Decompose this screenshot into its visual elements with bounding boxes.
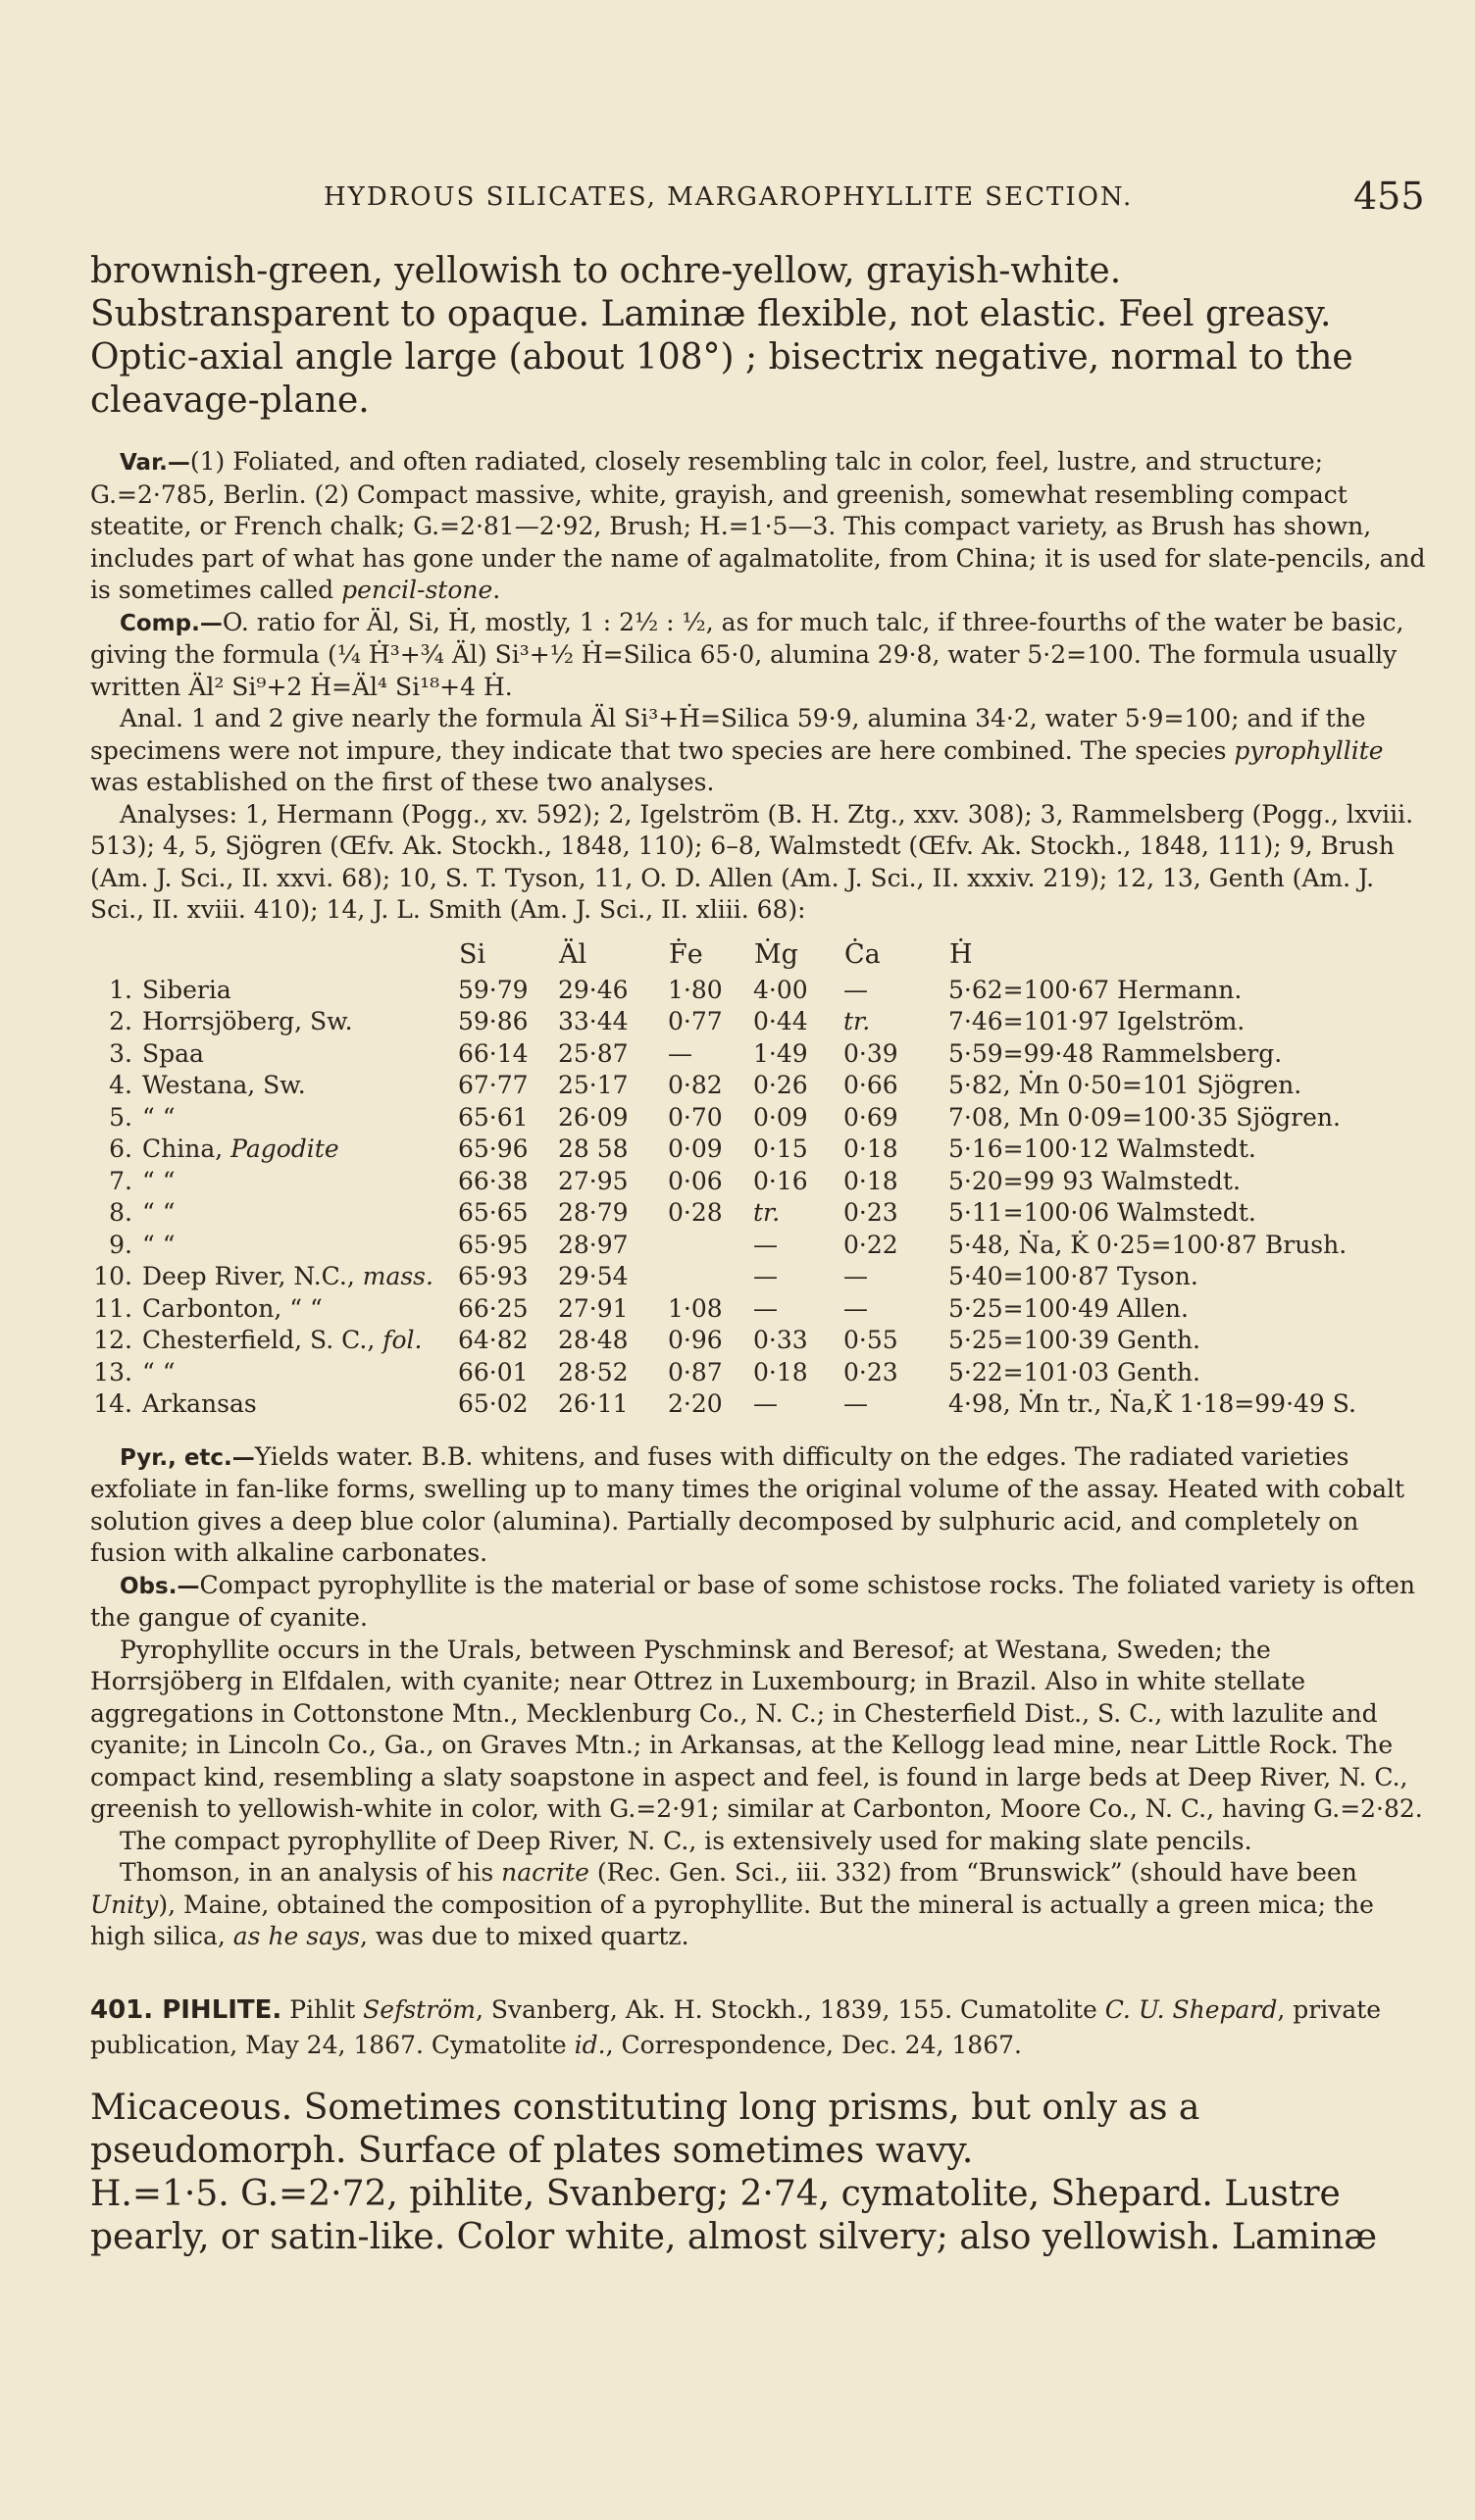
- cell-fe: [668, 1103, 753, 1135]
- running-header: [0, 175, 1475, 224]
- cell-si-text: 65·02: [458, 1389, 529, 1418]
- page-body: [90, 250, 1426, 2259]
- cell-ca: [843, 1358, 948, 1390]
- cell-ca-text: 0·39: [843, 1038, 898, 1068]
- cell-h: [948, 1167, 1356, 1199]
- row-locality-italic: Pagodite: [230, 1134, 339, 1163]
- cell-ca: [843, 1294, 948, 1327]
- row-number: [90, 1326, 142, 1358]
- cell-al-text: 28·48: [558, 1326, 629, 1354]
- cell-mg: [753, 1231, 843, 1263]
- cell-h-text: 5·82, Ṁn 0·50=101 Sjögren.: [948, 1071, 1302, 1099]
- cell-fe-text: 2·20: [668, 1389, 723, 1418]
- cell-al-text: 28·52: [558, 1357, 629, 1386]
- row-number: [90, 1167, 142, 1199]
- cell-h: [948, 1358, 1356, 1390]
- cell-mg-text: 0·33: [753, 1326, 808, 1354]
- row-locality: [142, 1007, 458, 1039]
- running-title: HYDROUS SILICATES, MARGAROPHYLLITE SECTION.: [324, 182, 1134, 212]
- cell-ca: [843, 1103, 948, 1135]
- cell-mg-text: 0·09: [753, 1102, 808, 1132]
- species-text-a: Pihlit: [281, 1994, 364, 2024]
- table-row: [90, 1358, 1356, 1390]
- row-locality: [142, 1231, 458, 1263]
- cell-h: [948, 1262, 1356, 1294]
- cell-fe: [668, 1134, 753, 1167]
- anal-paragraph: [90, 703, 1426, 799]
- cell-fe: [668, 1262, 753, 1294]
- row-locality-text: Carbonton, “ “: [142, 1293, 323, 1323]
- cell-fe: [668, 1198, 753, 1231]
- cell-al: [558, 1389, 668, 1422]
- cell-mg-text: 0·15: [753, 1134, 808, 1163]
- cell-fe: [668, 1358, 753, 1390]
- cell-fe-text: 0·09: [668, 1134, 723, 1163]
- cell-si: [458, 1198, 558, 1231]
- cell-h: [948, 976, 1356, 1008]
- cell-ca-text: 0·69: [843, 1102, 898, 1132]
- cell-al-text: 26·09: [558, 1102, 629, 1132]
- occurrence-paragraph: Pyrophyllite occurs in the Urals, between Pyschminsk and Beresof; at Westana, Sweden; the Horrsjöberg in Elfdalen, with cyanite; near Ottrez in Luxembourg; in Brazil. Also in white stellate aggregations in Cottonstone Mtn., Mecklenburg Co., N. C.; in Chesterfield Dist., S. C., with lazulite and cyanite; in Lincoln Co., Ga., on Graves Mtn.; in Arkansas, at the Kellogg lead mine, near Little Rock. The compact kind, resembling a slaty soapstone in aspect and feel, is found in large beds at Deep River, N. C., greenish to yellowish-white in color, with G.=2·91; similar at Carbonton, Moore Co., N. C., having G.=2·82.: [90, 1635, 1423, 1823]
- table-body: [90, 976, 1356, 1422]
- cell-al: [558, 1294, 668, 1327]
- col-header: Ḟe: [669, 939, 703, 970]
- table-row: [90, 1039, 1356, 1072]
- row-locality: [142, 1358, 458, 1390]
- row-locality-italic: mass.: [362, 1262, 433, 1290]
- cell-si-text: 64·82: [458, 1326, 529, 1354]
- cell-si-text: 66·14: [458, 1038, 529, 1068]
- cell-si: [458, 1007, 558, 1039]
- cell-si-text: 65·61: [458, 1102, 529, 1132]
- cell-si-text: 65·65: [458, 1198, 529, 1227]
- cell-mg: [753, 1326, 843, 1358]
- cell-fe: [668, 1326, 753, 1358]
- col-header: Ḣ: [949, 939, 973, 970]
- table-row: [90, 1071, 1356, 1103]
- cell-h: [948, 1071, 1356, 1103]
- row-number: [90, 1039, 142, 1072]
- cell-h-text: 5·40=100·87 Tyson.: [948, 1262, 1198, 1290]
- cell-al: [558, 976, 668, 1008]
- obs-paragraph: [90, 1570, 1426, 1635]
- row-locality: [142, 1389, 458, 1422]
- cell-mg-text: 1·49: [753, 1038, 808, 1068]
- pyr-label: Pyr., etc.—: [120, 1444, 255, 1471]
- cell-ca-text: 0·18: [843, 1134, 898, 1163]
- cell-h: [948, 1294, 1356, 1327]
- row-number-text: 1.: [109, 975, 132, 1004]
- row-number: [90, 1198, 142, 1231]
- cell-al-text: 27·95: [558, 1166, 629, 1195]
- cell-ca-text: —: [843, 1293, 868, 1323]
- cell-mg-text: 0·26: [753, 1071, 808, 1099]
- cell-ca-text: 0·66: [843, 1071, 898, 1099]
- cell-al: [558, 1231, 668, 1263]
- cell-mg-text: 0·18: [753, 1357, 808, 1386]
- cell-al: [558, 1262, 668, 1294]
- row-number-text: 9.: [109, 1230, 132, 1259]
- cell-fe-text: 0·70: [668, 1102, 723, 1132]
- cell-mg-text: 0·16: [753, 1166, 808, 1195]
- cell-mg: [753, 1262, 843, 1294]
- obs-text: Compact pyrophyllite is the material or base of some schistose rocks. The foliated variety is often the gangue of cyanite.: [90, 1570, 1416, 1632]
- row-number: [90, 976, 142, 1008]
- cell-al: [558, 1007, 668, 1039]
- cell-al: [558, 1326, 668, 1358]
- table-header-row: [90, 934, 1356, 976]
- cell-si: [458, 1358, 558, 1390]
- cell-fe-text: 0·77: [668, 1007, 723, 1035]
- cell-al-text: 28·97: [558, 1230, 629, 1259]
- cell-fe-text: —: [668, 1038, 692, 1068]
- intro-text: brownish-green, yellowish to ochre-yellow, grayish-white. Substransparent to opaque. Laminæ flexible, not elastic. Feel greasy. Optic-axial angle large (about 108°) ; bisectrix negative, normal to the cleavage-plane.: [90, 251, 1353, 421]
- species-heading: [90, 1992, 1426, 2063]
- thomson-text-b: (Rec. Gen. Sci., iii. 332) from “Brunswick” (should have been: [588, 1858, 1357, 1887]
- cell-ca: [843, 1007, 948, 1039]
- cell-al-text: 33·44: [558, 1007, 629, 1035]
- cell-al-text: 27·91: [558, 1293, 629, 1323]
- thomson-paragraph: [90, 1857, 1426, 1953]
- obs-label: Obs.—: [120, 1573, 200, 1599]
- col-header: Si: [459, 939, 486, 970]
- cell-al-text: 25·17: [558, 1071, 629, 1099]
- cell-fe-text: 0·82: [668, 1071, 723, 1099]
- species-italic-c: id.: [574, 2030, 606, 2059]
- cell-al-text: 28 58: [558, 1134, 629, 1163]
- cell-ca-text: 0·55: [843, 1326, 898, 1354]
- cell-mg: [753, 1198, 843, 1231]
- row-number-text: 6.: [109, 1134, 132, 1163]
- row-number: [90, 1262, 142, 1294]
- cell-si-text: 66·01: [458, 1357, 529, 1386]
- cell-si-text: 59·86: [458, 1007, 529, 1035]
- cell-mg: [753, 1039, 843, 1072]
- row-locality-text: Siberia: [142, 975, 231, 1004]
- cell-h: [948, 1103, 1356, 1135]
- row-locality-text: Horrsjöberg, Sw.: [142, 1007, 353, 1035]
- row-locality-text: “ “: [142, 1166, 176, 1195]
- cell-mg-text: 0·44: [753, 1007, 808, 1035]
- cell-h-text: 5·25=100·39 Genth.: [948, 1326, 1200, 1354]
- var-label: Var.—: [120, 450, 190, 476]
- row-number-text: 5.: [109, 1102, 132, 1132]
- row-locality-text: Deep River, N.C.,: [142, 1262, 363, 1290]
- var-paragraph: [90, 446, 1426, 607]
- row-number-text: 11.: [93, 1293, 132, 1323]
- thomson-text-c: ), Maine, obtained the composition of a pyrophyllite. But the mineral is actually a green mica; the high silica,: [90, 1890, 1374, 1950]
- col-header: Äl: [559, 939, 587, 970]
- cell-al-text: 28·79: [558, 1198, 629, 1227]
- cell-al-text: 26·11: [558, 1389, 629, 1418]
- cell-ca: [843, 1167, 948, 1199]
- row-number: [90, 1103, 142, 1135]
- row-number-text: 4.: [109, 1071, 132, 1099]
- cell-fe: [668, 976, 753, 1008]
- cell-h: [948, 1198, 1356, 1231]
- table-row: [90, 976, 1356, 1008]
- cell-ca: [843, 1134, 948, 1167]
- cell-mg: [753, 1103, 843, 1135]
- table-row: [90, 1389, 1356, 1422]
- analyses-table: [90, 934, 1356, 1422]
- cell-al-text: 29·54: [558, 1262, 629, 1290]
- cell-h: [948, 1039, 1356, 1072]
- row-locality-text: Chesterfield, S. C.,: [142, 1326, 383, 1354]
- species-synonymy: [90, 1992, 1426, 2063]
- pihlite-description: [90, 2087, 1426, 2259]
- cell-mg-text: tr.: [753, 1198, 781, 1227]
- thomson-text-d: , was due to mixed quartz.: [359, 1922, 689, 1950]
- row-locality: [142, 1103, 458, 1135]
- table-row: [90, 1294, 1356, 1327]
- cell-si: [458, 1294, 558, 1327]
- cell-ca-text: 0·23: [843, 1357, 898, 1386]
- row-locality: [142, 1262, 458, 1294]
- slate-paragraph: The compact pyrophyllite of Deep River, N. C., is extensively used for making slate pencils.: [120, 1826, 1252, 1855]
- row-number-text: 3.: [109, 1038, 132, 1068]
- cell-si-text: 67·77: [458, 1071, 529, 1099]
- cell-si-text: 59·79: [458, 975, 529, 1004]
- table-row: [90, 1198, 1356, 1231]
- row-locality: [142, 1294, 458, 1327]
- cell-mg: [753, 1134, 843, 1167]
- cell-h-text: 5·48, Ṅa, K̇ 0·25=100·87 Brush.: [948, 1230, 1348, 1259]
- desc-paragraph-2: H.=1·5. G.=2·72, pihlite, Svanberg; 2·74, cymatolite, Shepard. Lustre pearly, or satin-like. Color white, almost silvery; also yellowish. Laminæ: [90, 2173, 1378, 2257]
- cell-mg-text: —: [753, 1293, 778, 1323]
- row-locality-text: “ “: [142, 1102, 176, 1132]
- cell-mg: [753, 1294, 843, 1327]
- cell-si-text: 65·93: [458, 1262, 529, 1290]
- cell-h: [948, 1231, 1356, 1263]
- desc-paragraph-1: Micaceous. Sometimes constituting long prisms, but only as a pseudomorph. Surface of plates sometimes wavy.: [90, 2087, 1200, 2171]
- cell-h-text: 5·62=100·67 Hermann.: [948, 975, 1243, 1004]
- row-locality-italic: fol.: [382, 1326, 423, 1354]
- row-locality-text: China,: [142, 1134, 231, 1163]
- species-text-b: , Svanberg, Ak. H. Stockh., 1839, 155. Cumatolite: [475, 1994, 1105, 2024]
- row-locality-text: “ “: [142, 1198, 176, 1227]
- cell-ca: [843, 1231, 948, 1263]
- cell-h-text: 5·25=100·49 Allen.: [948, 1293, 1189, 1323]
- cell-fe: [668, 1007, 753, 1039]
- pyr-paragraph: [90, 1441, 1426, 1570]
- row-number-text: 14.: [93, 1389, 132, 1418]
- cell-fe: [668, 1071, 753, 1103]
- row-locality: [142, 1071, 458, 1103]
- cell-ca-text: 0·22: [843, 1230, 898, 1259]
- comp-paragraph: [90, 607, 1426, 704]
- table-row: [90, 1231, 1356, 1263]
- cell-ca: [843, 1326, 948, 1358]
- row-number-text: 7.: [109, 1166, 132, 1195]
- cell-ca-text: 0·23: [843, 1198, 898, 1227]
- table-row: [90, 1167, 1356, 1199]
- row-number: [90, 1389, 142, 1422]
- cell-mg-text: —: [753, 1262, 778, 1290]
- cell-h: [948, 1134, 1356, 1167]
- col-header: Ċa: [844, 939, 881, 970]
- cell-h-text: 5·20=99 93 Walmstedt.: [948, 1166, 1241, 1195]
- var-text-italic: pencil-stone: [341, 576, 493, 604]
- cell-ca: [843, 1198, 948, 1231]
- comp-label: Comp.—: [120, 610, 223, 636]
- cell-al-text: 25·87: [558, 1038, 629, 1068]
- analyses-references: Analyses: 1, Hermann (Pogg., xv. 592); 2, Igelström (B. H. Ztg., xxv. 308); 3, Rammelsberg (Pogg., lxviii. 513); 4, 5, Sjögren (Œfv. Ak. Stockh., 1848, 110); 6–8, Walmstedt (Œfv. Ak. Stockh., 1848, 111); 9, Brush (Am. J. Sci., II. xxvi. 68); 10, S. T. Tyson, 11, O. D. Allen (Am. J. Sci., II. xxxiv. 219); 12, 13, Genth (Am. J. Sci., II. xviii. 410); 14, J. L. Smith (Am. J. Sci., II. xliii. 68):: [90, 799, 1414, 924]
- cell-si: [458, 1103, 558, 1135]
- cell-fe: [668, 1039, 753, 1072]
- cell-fe: [668, 1294, 753, 1327]
- cell-mg-text: —: [753, 1230, 778, 1259]
- cell-mg: [753, 1389, 843, 1422]
- row-number-text: 2.: [109, 1007, 132, 1035]
- anal-text-a: Anal. 1 and 2 give nearly the formula Äl Si³+Ḣ=Silica 59·9, alumina 34·2, water 5·9=100; and if the specimens were not impure, they indicate that two species are here combined. The species: [90, 704, 1366, 765]
- cell-fe-text: 0·87: [668, 1357, 723, 1386]
- cell-si-text: 66·25: [458, 1293, 529, 1323]
- row-number: [90, 1007, 142, 1039]
- species-number: 401. PIHLITE.: [90, 1994, 282, 2025]
- thomson-italic-a: nacrite: [501, 1858, 589, 1887]
- anal-text-italic: pyrophyllite: [1234, 735, 1384, 765]
- page-number: 455: [1353, 175, 1425, 218]
- cell-si-text: 65·96: [458, 1134, 529, 1163]
- cell-al: [558, 1103, 668, 1135]
- row-locality-text: Spaa: [142, 1038, 204, 1068]
- thomson-text-a: Thomson, in an analysis of his: [120, 1858, 502, 1887]
- cell-fe-text: 0·96: [668, 1326, 723, 1354]
- species-italic-a: Sefström: [363, 1994, 476, 2024]
- row-number: [90, 1358, 142, 1390]
- row-locality: [142, 976, 458, 1008]
- intro-paragraph: [90, 250, 1426, 423]
- table-row: [90, 1103, 1356, 1135]
- cell-si: [458, 1231, 558, 1263]
- cell-ca: [843, 1262, 948, 1294]
- cell-ca-text: —: [843, 1389, 868, 1418]
- row-locality-text: “ “: [142, 1230, 176, 1259]
- row-number-text: 12.: [93, 1326, 132, 1354]
- cell-fe-text: 0·06: [668, 1166, 723, 1195]
- cell-si: [458, 1167, 558, 1199]
- cell-h-text: 5·16=100·12 Walmstedt.: [948, 1134, 1256, 1163]
- cell-h: [948, 1389, 1356, 1422]
- cell-h: [948, 1007, 1356, 1039]
- table-row: [90, 1326, 1356, 1358]
- table-row: [90, 1134, 1356, 1167]
- row-locality: [142, 1039, 458, 1072]
- cell-al: [558, 1039, 668, 1072]
- cell-h-text: 5·11=100·06 Walmstedt.: [948, 1198, 1256, 1227]
- cell-fe-text: 1·08: [668, 1293, 723, 1323]
- cell-ca-text: —: [843, 975, 868, 1004]
- cell-fe: [668, 1389, 753, 1422]
- cell-mg-text: 4·00: [753, 975, 808, 1004]
- species-text-c: , private publication, May 24, 1867. Cymatolite: [90, 1994, 1382, 2059]
- species-italic-b: C. U. Shepard: [1104, 1994, 1278, 2024]
- main-notes: [90, 446, 1426, 927]
- thomson-italic-c: as he says: [232, 1922, 360, 1950]
- cell-si-text: 65·95: [458, 1230, 529, 1259]
- cell-fe: [668, 1231, 753, 1263]
- anal-text-b: was established on the first of these two analyses.: [90, 768, 715, 796]
- table-row: [90, 1262, 1356, 1294]
- row-number-text: 13.: [93, 1357, 132, 1386]
- cell-si: [458, 1326, 558, 1358]
- cell-mg-text: —: [753, 1389, 778, 1418]
- cell-ca: [843, 1389, 948, 1422]
- cell-h-text: 4·98, Ṁn tr., Ṅa,K̇ 1·18=99·49 S.: [948, 1389, 1356, 1418]
- pyr-notes: [90, 1441, 1426, 1953]
- var-text-a: (1) Foliated, and often radiated, closely resembling talc in color, feel, lustre, and structure; G.=2·785, Berlin. (2) Compact massive, white, grayish, and greenish, somewhat resembling compact steatite, or French chalk; G.=2·81—2·92, Brush; H.=1·5—3. This compact variety, as Brush has shown, includes part of what has gone under the name of agalmatolite, from China; it is used for slate-pencils, and is sometimes called: [90, 447, 1426, 604]
- cell-h-text: 7·08, Mn 0·09=100·35 Sjögren.: [948, 1102, 1341, 1132]
- cell-si: [458, 1071, 558, 1103]
- cell-ca-text: —: [843, 1262, 868, 1290]
- row-number-text: 8.: [109, 1198, 132, 1227]
- cell-si: [458, 1134, 558, 1167]
- col-header: Ṁg: [754, 939, 798, 970]
- row-locality-text: “ “: [142, 1357, 176, 1386]
- cell-h-text: 7·46=101·97 Igelström.: [948, 1007, 1246, 1035]
- cell-si: [458, 976, 558, 1008]
- cell-mg: [753, 1358, 843, 1390]
- cell-mg: [753, 1007, 843, 1039]
- cell-mg: [753, 976, 843, 1008]
- cell-mg: [753, 1167, 843, 1199]
- cell-al: [558, 1071, 668, 1103]
- species-text-d: , Correspondence, Dec. 24, 1867.: [605, 2030, 1022, 2059]
- row-number-text: 10.: [93, 1262, 132, 1290]
- cell-mg: [753, 1071, 843, 1103]
- cell-al-text: 29·46: [558, 975, 629, 1004]
- cell-h-text: 5·59=99·48 Rammelsberg.: [948, 1038, 1283, 1068]
- row-locality-text: Westana, Sw.: [142, 1071, 306, 1099]
- pyr-text: Yields water. B.B. whitens, and fuses with difficulty on the edges. The radiated varieties exfoliate in fan-like forms, swelling up to many times the original volume of the assay. Heated with cobalt solution gives a deep blue color (alumina). Partially decomposed by sulphuric acid, and completely on fusion with alkaline carbonates.: [90, 1441, 1405, 1567]
- row-number: [90, 1071, 142, 1103]
- row-number: [90, 1134, 142, 1167]
- cell-si: [458, 1039, 558, 1072]
- cell-fe-text: 0·28: [668, 1198, 723, 1227]
- cell-ca: [843, 1039, 948, 1072]
- cell-al: [558, 1198, 668, 1231]
- row-locality-text: Arkansas: [142, 1389, 257, 1418]
- row-locality: [142, 1167, 458, 1199]
- cell-si: [458, 1262, 558, 1294]
- cell-ca: [843, 976, 948, 1008]
- cell-si-text: 66·38: [458, 1166, 529, 1195]
- row-number: [90, 1231, 142, 1263]
- row-number: [90, 1294, 142, 1327]
- cell-ca-text: tr.: [843, 1007, 871, 1035]
- comp-text: O. ratio for Äl, Si, Ḣ, mostly, 1 : 2½ : ½, as for much talc, if three-fourths of the water be basic, giving the formula (¼ Ḣ³+¾ Äl) Si³+½ Ḣ=Silica 65·0, alumina 29·8, water 5·2=100. The formula usually written Äl² Si⁹+2 Ḣ=Äl⁴ Si¹⁸+4 Ḣ.: [90, 607, 1404, 701]
- cell-ca: [843, 1071, 948, 1103]
- cell-al: [558, 1167, 668, 1199]
- cell-h: [948, 1326, 1356, 1358]
- table-row: [90, 1007, 1356, 1039]
- cell-al: [558, 1134, 668, 1167]
- thomson-italic-b: Unity: [90, 1890, 159, 1919]
- row-locality: [142, 1198, 458, 1231]
- cell-ca-text: 0·18: [843, 1166, 898, 1195]
- cell-h-text: 5·22=101·03 Genth.: [948, 1357, 1200, 1386]
- row-locality: [142, 1326, 458, 1358]
- var-text-b: .: [492, 576, 501, 604]
- cell-fe-text: 1·80: [668, 975, 723, 1004]
- row-locality: [142, 1134, 458, 1167]
- cell-al: [558, 1358, 668, 1390]
- cell-si: [458, 1389, 558, 1422]
- cell-fe: [668, 1167, 753, 1199]
